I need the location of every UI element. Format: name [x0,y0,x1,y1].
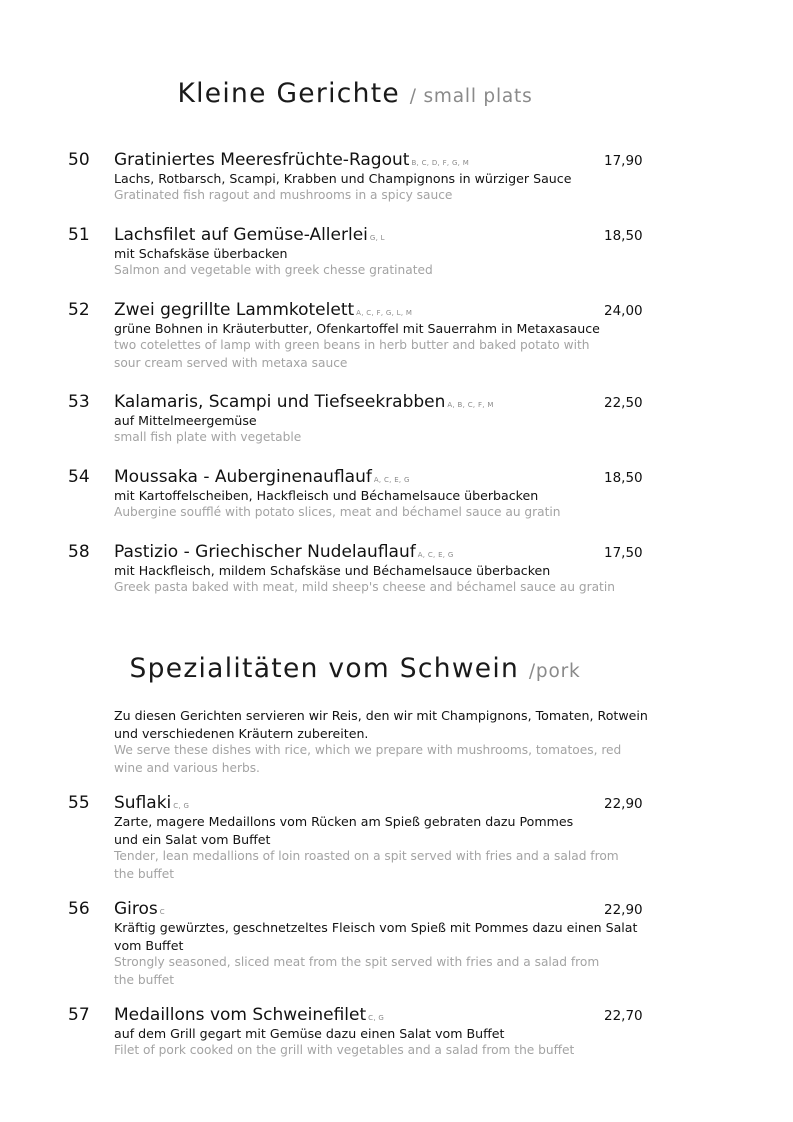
item-allergens: C, G [173,802,190,810]
item-description-en: Salmon and vegetable with greek chesse gratinated [114,263,433,277]
item-price: 24,00 [604,303,643,319]
item-description-en: Filet of pork cooked on the grill with vegetables and a salad from the buffet [114,1043,575,1057]
item-allergens: A, B, C, F, M [447,401,494,409]
item-description-en: Aubergine soufflé with potato slices, meat and béchamel sauce au gratin [114,505,561,519]
item-price: 17,90 [604,153,643,169]
item-number: 58 [68,542,90,562]
item-description-de: auf dem Grill gegart mit Gemüse dazu einen Salat vom Buffet [114,1026,505,1041]
item-price: 18,50 [604,228,643,244]
item-allergens: G, L [369,234,385,242]
item-description-de: mit Schafskäse überbacken [114,246,288,261]
item-price: 22,90 [604,902,643,918]
item-number: 57 [68,1005,90,1025]
item-number: 51 [68,225,90,245]
item-description-de: Lachs, Rotbarsch, Scampi, Krabben und Champignons in würziger Sauce [114,171,572,186]
section-title-schwein [0,653,710,684]
item-name: Gratiniertes Meeresfrüchte-Ragout B, C, D, F, G, M [114,150,470,170]
item-allergens: C, G [368,1014,385,1022]
item-allergens: B, C, D, F, G, M [411,159,470,167]
section-subtitle: /pork [528,661,581,682]
item-name: Zwei gegrillte Lammkotelett A, C, F, G, L, M [114,300,413,320]
item-name: Giros C [114,899,165,919]
item-allergens: A, C, F, G, L, M [356,309,413,317]
item-name: Suflaki C, G [114,793,190,813]
item-description-en: Tender, lean medallions of loin roasted on a spit served with fries and a salad from the buffet [114,849,619,881]
item-description-en: Gratinated fish ragout and mushrooms in a spicy sauce [114,188,453,202]
item-description-de: mit Kartoffelscheiben, Hackfleisch und Béchamelsauce überbacken [114,488,539,503]
item-number: 50 [68,150,90,170]
section-intro [114,707,649,777]
item-description-de: auf Mittelmeergemüse [114,413,257,428]
item-description-en: small fish plate with vegetable [114,430,302,444]
item-description-en: two cotelettes of lamp with green beans in herb butter and baked potato with sour cream served with metaxa sauce [114,338,590,370]
item-name: Lachsfilet auf Gemüse-Allerlei G, L [114,225,385,245]
item-description-en: Greek pasta baked with meat, mild sheep's cheese and béchamel sauce au gratin [114,580,615,594]
section-subtitle: / small plats [409,86,533,107]
item-name: Pastizio - Griechischer Nudelauflauf A, C, E, G [114,542,454,562]
intro-description-de: Zu diesen Gerichten servieren wir Reis, den wir mit Champignons, Tomaten, Rotwein und verschiedenen Kräutern zubereiten. [114,708,648,741]
item-number: 56 [68,899,90,919]
item-description-en: Strongly seasoned, sliced meat from the spit served with fries and a salad from the buffet [114,955,600,987]
item-price: 17,50 [604,545,643,561]
item-description-de: Kräftig gewürztes, geschnetzeltes Fleisch vom Spieß mit Pommes dazu einen Salat vom Buffet [114,920,638,953]
item-description-de: Zarte, magere Medaillons vom Rücken am Spieß gebraten dazu Pommes und ein Salat vom Buffet [114,814,574,847]
item-price: 22,90 [604,796,643,812]
item-name: Kalamaris, Scampi und Tiefseekrabben A, B, C, F, M [114,392,494,412]
section-title-kleine-gerichte [0,78,710,109]
item-price: 18,50 [604,470,643,486]
item-number: 55 [68,793,90,813]
item-allergens: A, C, E, G [373,476,410,484]
intro-description-en: We serve these dishes with rice, which we prepare with mushrooms, tomatoes, red wine and various herbs. [114,743,622,775]
item-description-de: mit Hackfleisch, mildem Schafskäse und Béchamelsauce überbacken [114,563,551,578]
section-title-text: Kleine Gerichte [177,78,401,109]
item-allergens: C [159,908,165,916]
section-title-text: Spezialitäten vom Schwein [129,653,520,684]
item-price: 22,50 [604,395,643,411]
item-price: 22,70 [604,1008,643,1024]
item-description-de: grüne Bohnen in Kräuterbutter, Ofenkartoffel mit Sauerrahm in Metaxasauce [114,321,600,336]
item-name: Moussaka - Auberginenauflauf A, C, E, G [114,467,410,487]
item-number: 53 [68,392,90,412]
item-number: 52 [68,300,90,320]
item-name: Medaillons vom Schweinefilet C, G [114,1005,385,1025]
item-number: 54 [68,467,90,487]
item-allergens: A, C, E, G [417,551,454,559]
